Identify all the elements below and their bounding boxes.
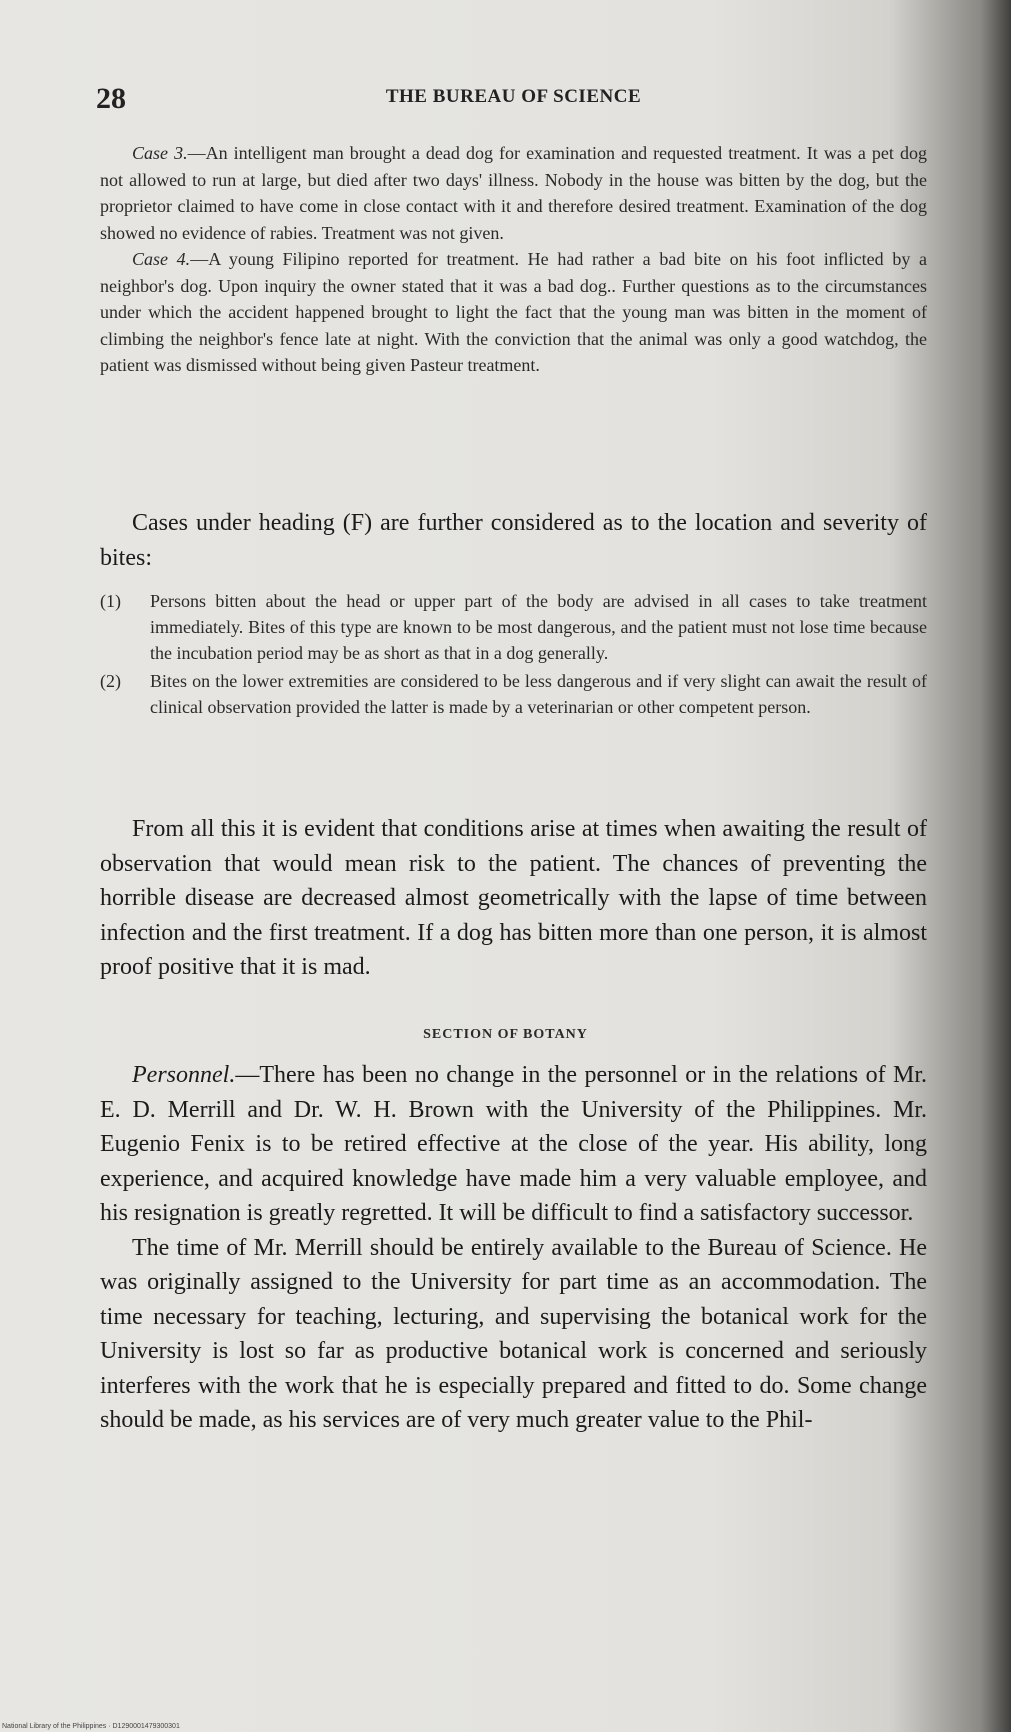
list-item — [100, 588, 927, 666]
case-3-text: —An intelligent man brought a dead dog for examination and requested treatment. It was a pet dog not allowed to run at large, but died after two days' illness. Nobody in the house was bitten by the dog, but the proprietor claimed to have come in close contact with it and therefore desired treatment. Examination of the dog showed no evidence of rabies. Treatment was not given. — [100, 143, 927, 243]
merrill-paragraph: The time of Mr. Merrill should be entirely available to the Bureau of Science. He was originally assigned to the University for part time as an accommodation. The time necessary for teaching, lecturing, and supervising the botanical work for the University is lost so far as productive botanical work is concerned and seriously interferes with the work that he is especially prepared and fitted to do. Some change should be made, as his services are of very much greater value to the Phil- — [100, 1234, 927, 1433]
personnel-paragraph — [100, 1058, 927, 1231]
case-3-paragraph — [100, 140, 927, 246]
personnel-label: Personnel. — [132, 1062, 236, 1088]
botany-section-body — [100, 1058, 927, 1438]
bite-severity-list — [100, 588, 927, 720]
list-item-text: Persons bitten about the head or upper part of the body are advised in all cases to take treatment immediately. Bites of this type are known to be most dangerous, and the patient must not lose time because the incubation period may be as short as that in a dog generally. — [150, 591, 927, 663]
list-item-number: (2) — [100, 671, 121, 691]
case-3-label: Case 3. — [132, 143, 188, 163]
intro-paragraph — [100, 506, 927, 575]
personnel-text: —There has been no change in the personnel or in the relations of Mr. E. D. Merrill and Dr. W. H. Brown with the University of the Philippines. Mr. Eugenio Fenix is to be retired effective at the close of the year. His ability, long experience, and acquired knowledge have made him a very valuable employee, and his resignation is greatly regretted. It will be difficult to find a satisfactory successor. — [100, 1062, 927, 1226]
case-4-paragraph — [100, 246, 927, 379]
case-4-label: Case 4. — [132, 249, 191, 269]
list-item-number: (1) — [100, 591, 121, 611]
page-header — [96, 80, 931, 120]
page-number: 28 — [96, 82, 126, 115]
conclusion-paragraph-text: From all this it is evident that conditions arise at times when awaiting the result of observation that would mean risk to the patient. The chances of preventing the horrible disease are decreased almost geometrically with the lapse of time between infection and the first treatment. If a dog has bitten more than one person, it is almost proof positive that it is mad. — [100, 816, 927, 980]
case-4-text: —A young Filipino reported for treatment. He had rather a bad bite on his foot inflicted by a neighbor's dog. Upon inquiry the owner stated that it was a bad dog.. Further questions as to the circumstances under which the accident happened brought to light the fact that the young man was bitten in the moment of climbing the neighbor's fence late at night. With the conviction that the animal was only a good watchdog, the patient was dismissed without being given Pasteur treatment. — [100, 249, 928, 375]
running-head: THE BUREAU OF SCIENCE — [385, 86, 642, 107]
section-heading: SECTION OF BOTANY — [423, 1027, 588, 1042]
list-item — [100, 668, 927, 720]
footer-credit: National Library of the Philippines · D1290001479300301 — [2, 1723, 180, 1730]
intro-paragraph-text: Cases under heading (F) are further considered as to the location and severity of bites: — [100, 510, 927, 571]
list-item-text: Bites on the lower extremities are considered to be less dangerous and if very slight can await the result of clinical observation provided the latter is made by a veterinarian or other competent person. — [150, 671, 927, 717]
conclusion-paragraph — [100, 812, 927, 985]
case-descriptions — [100, 140, 927, 379]
